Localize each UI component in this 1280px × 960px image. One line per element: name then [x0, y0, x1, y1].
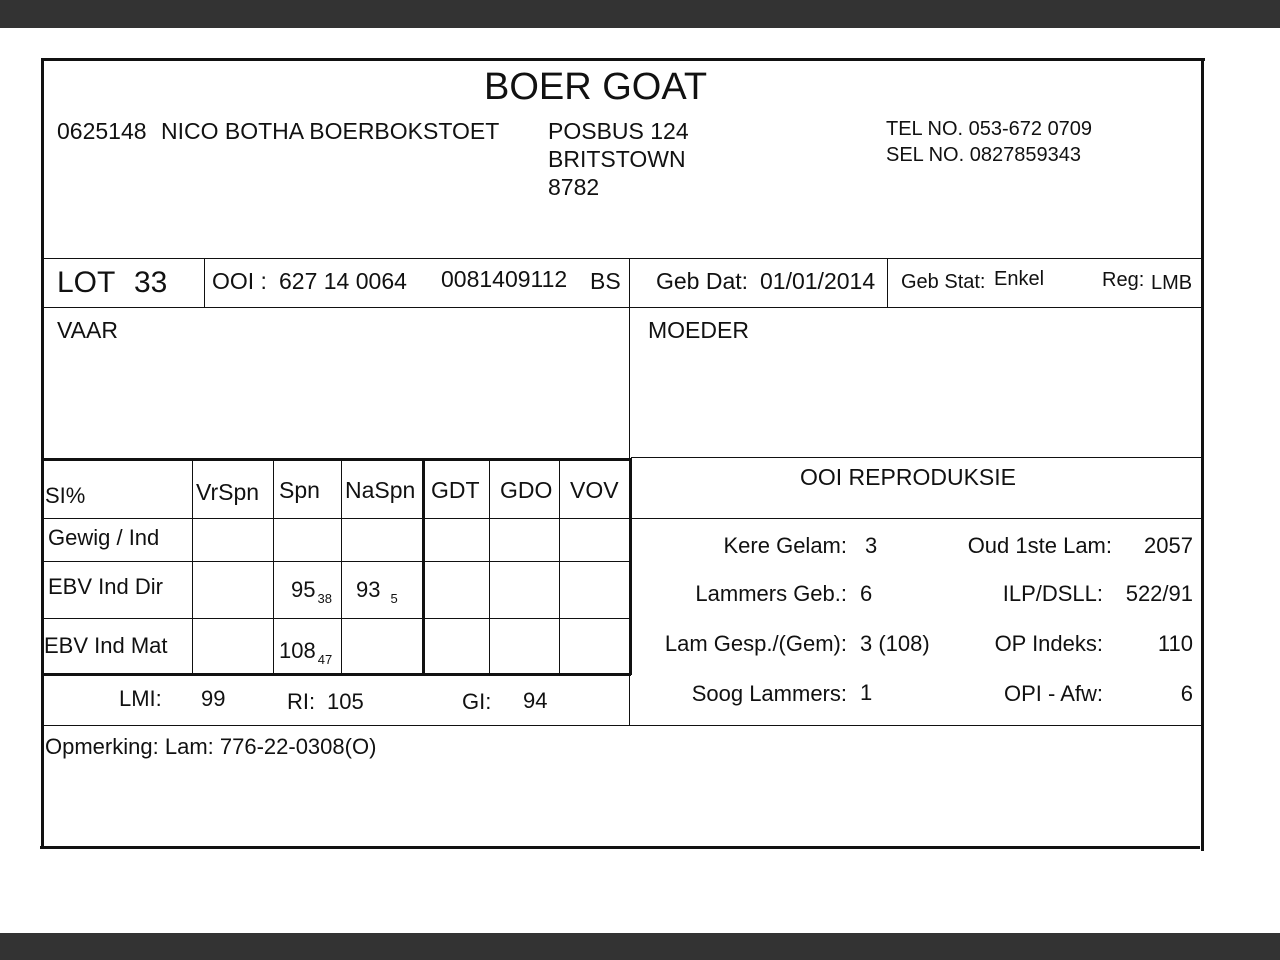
ebv-col-naspn: [422, 461, 425, 675]
ebv-header-spn: Spn: [279, 477, 320, 503]
ebv-row-label: EBV Ind Mat: [44, 633, 168, 658]
border-top: [42, 58, 1205, 61]
remarks: [45, 736, 376, 758]
geb-stat-value: Enkel: [994, 268, 1045, 290]
geb-dat-label: Geb Dat:: [656, 268, 749, 294]
line-above-lot: [44, 258, 1202, 259]
op-indeks-value: 110: [1157, 631, 1193, 656]
ebv-dir-spn: [291, 577, 332, 606]
soog-lammers-label: Soog Lammers:: [691, 681, 847, 706]
lam-gesp-value: 3 (108): [860, 631, 930, 656]
ebv-table-bottom: [44, 673, 631, 676]
moeder-label: MOEDER: [648, 317, 749, 343]
lam-gesp-label: Lam Gesp./(Gem):: [664, 631, 847, 656]
ilp-dsll-label: ILP/DSLL:: [1002, 581, 1103, 606]
gi-label: GI:: [462, 689, 492, 714]
ebv-mat-spn-accuracy: 47: [317, 652, 333, 667]
ooi-suffix: BS: [590, 268, 621, 294]
lmi-label: LMI:: [119, 686, 162, 711]
ooi-code: 0081409112: [441, 266, 568, 292]
ebv-mat-spn: [279, 638, 333, 667]
page-title: BOER GOAT: [484, 66, 708, 108]
address-line-2: BRITSTOWN: [548, 146, 686, 172]
divider-lot-ooi: [204, 258, 205, 307]
ebv-header-naspn: NaSpn: [345, 477, 416, 503]
oud-1ste-lam-value: 2057: [1144, 533, 1193, 558]
ebv-col-vov: [629, 458, 632, 675]
kere-gelam-label: Kere Gelam:: [723, 533, 847, 558]
geb-stat-label: Geb Stat:: [901, 271, 986, 293]
ooi-label: OOI :: [212, 268, 267, 294]
border-bottom: [40, 846, 1200, 849]
lammers-geb-label: Lammers Geb.:: [695, 581, 847, 606]
remarks-text: Lam: 776-22-0308(O): [164, 734, 377, 759]
address-line-3: 8782: [548, 174, 600, 200]
lmi-value: 99: [201, 686, 226, 711]
repro-table-top: [631, 457, 1202, 458]
ebv-row1-line: [44, 561, 630, 562]
opi-afw-label: OPI - Afw:: [1003, 681, 1103, 706]
tel-number: TEL NO. 053-672 0709: [886, 118, 1093, 140]
breeder-id: 0625148: [57, 118, 147, 144]
ebv-row-label: EBV Ind Dir: [48, 574, 163, 599]
reg-value: LMB: [1151, 272, 1193, 294]
oud-1ste-lam-label: Oud 1ste Lam:: [967, 533, 1112, 558]
ebv-col-gdt: [489, 461, 490, 675]
remarks-label: Opmerking:: [45, 734, 159, 759]
ebv-dir-spn-value: 95: [291, 577, 316, 602]
lot-label: LOT: [57, 266, 116, 299]
ebv-row2-line: [44, 618, 630, 619]
address-line-1: POSBUS 124: [548, 118, 689, 144]
ebv-header-vrspn: VrSpn: [196, 479, 260, 505]
ri-label: RI:: [287, 689, 316, 714]
ebv-mat-spn-value: 108: [279, 638, 316, 663]
soog-lammers-value: 1: [860, 680, 873, 705]
opi-afw-value: 6: [1180, 681, 1193, 706]
sel-number: SEL NO. 0827859343: [886, 144, 1081, 166]
ebv-dir-spn-accuracy: 38: [317, 591, 332, 606]
geb-dat-value: 01/01/2014: [760, 268, 876, 294]
kere-gelam-value: 3: [865, 533, 878, 558]
gi-value: 94: [523, 688, 548, 713]
ebv-header-si: SI%: [45, 483, 86, 508]
ebv-header-gdo: GDO: [500, 477, 553, 503]
ooi-number: 627 14 0064: [279, 268, 407, 294]
breeder-name: NICO BOTHA BOERBOKSTOET: [161, 118, 500, 144]
ebv-dir-naspn-accuracy: 5: [390, 591, 398, 606]
ebv-col-si: [192, 461, 193, 675]
reg-label: Reg:: [1102, 269, 1145, 291]
ebv-col-gdo: [559, 461, 560, 675]
repro-title: OOI REPRODUKSIE: [800, 464, 1016, 490]
repro-header-line: [631, 518, 1202, 519]
indices-bottom-line: [44, 725, 1202, 726]
lammers-geb-value: 6: [860, 581, 873, 606]
ebv-header-vov: VOV: [570, 477, 619, 503]
ebv-row-label: Gewig / Ind: [48, 525, 160, 550]
ebv-dir-naspn-value: 93: [356, 577, 381, 602]
ebv-dir-naspn: [356, 577, 398, 606]
line-below-lot: [44, 307, 1202, 308]
ebv-col-spn: [341, 461, 342, 675]
op-indeks-label: OP Indeks:: [994, 631, 1103, 656]
lot-number: 33: [134, 266, 168, 299]
ilp-dsll-value: 522/91: [1125, 581, 1193, 606]
ri-value: 105: [327, 689, 364, 714]
ebv-header-gdt: GDT: [431, 477, 480, 503]
ebv-header-line: [44, 518, 630, 519]
border-right: [1201, 58, 1204, 851]
divider-ooi-geb: [629, 258, 630, 307]
vaar-label: VAAR: [57, 317, 118, 343]
ebv-table-top: [44, 458, 631, 461]
ebv-col-vrspn: [273, 461, 274, 675]
border-left: [41, 58, 44, 849]
divider-geb-stat: [887, 258, 888, 307]
